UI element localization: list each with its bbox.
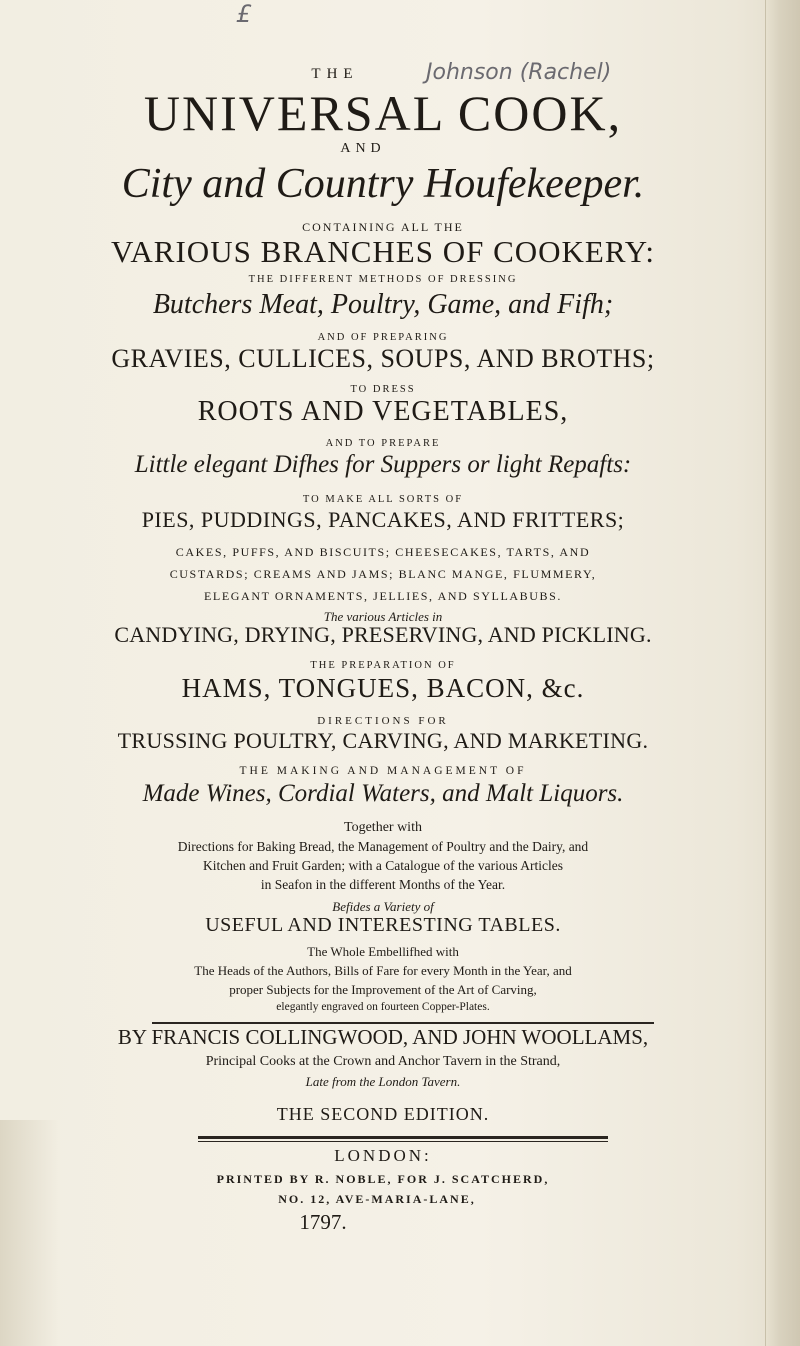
and-to-prepare: AND TO PREPARE xyxy=(325,438,441,449)
pies-puddings: PIES, PUDDINGS, PANCAKES, AND FRITTERS; xyxy=(141,507,625,532)
printed-by: PRINTED BY R. NOBLE, FOR J. SCATCHERD, xyxy=(216,1172,550,1186)
handwritten-mark: £ xyxy=(236,0,252,28)
imprint-rule-thin xyxy=(198,1141,608,1142)
different-methods: THE DIFFERENT METHODS OF DRESSING xyxy=(248,274,518,285)
directions-line-1: Directions for Baking Bread, the Management of Poultry and the Dairy, and xyxy=(177,839,589,854)
befides-variety: Befides a Variety of xyxy=(332,899,434,914)
principal-cooks: Principal Cooks at the Crown and Anchor Tavern in the Strand, xyxy=(205,1054,561,1069)
containing-all-the: CONTAINING ALL THE xyxy=(302,220,464,234)
divider-rule xyxy=(152,1022,654,1024)
little-elegant-dishes: Little elegant Difhes for Suppers or light Repafts: xyxy=(134,451,632,478)
title-the: THE xyxy=(311,66,359,82)
butchers-meat: Butchers Meat, Poultry, Game, and Fifh; xyxy=(152,289,614,320)
cakes-line-1: CAKES, PUFFS, AND BISCUITS; CHEESECAKES, TARTS, AND xyxy=(175,545,591,559)
roots-and-vegetables: ROOTS AND VEGETABLES, xyxy=(197,396,569,427)
hams-tongues-bacon: HAMS, TONGUES, BACON, &c. xyxy=(181,673,585,703)
edition: THE SECOND EDITION. xyxy=(276,1104,490,1124)
book-title: UNIVERSAL COOK, xyxy=(143,85,623,141)
directions-for: DIRECTIONS FOR xyxy=(317,715,449,727)
directions-line-3: in Seafon in the different Months of the Year. xyxy=(260,877,506,892)
various-branches: VARIOUS BRANCHES OF COOKERY: xyxy=(111,234,655,269)
directions-line-2: Kitchen and Fruit Garden; with a Catalogue of the various Articles xyxy=(203,858,563,873)
embellished-line-4: elegantly engraved on fourteen Copper-Plates. xyxy=(276,1001,490,1013)
imprint-address: NO. 12, AVE-MARIA-LANE, xyxy=(278,1192,476,1206)
useful-tables: USEFUL AND INTERESTING TABLES. xyxy=(205,914,561,936)
candying-line: CANDYING, DRYING, PRESERVING, AND PICKLING. xyxy=(114,622,652,647)
cakes-line-3: ELEGANT ORNAMENTS, JELLIES, AND SYLLABUBS. xyxy=(204,589,562,603)
owner-signature: Johnson (Rachel) xyxy=(426,60,612,85)
authors-by-line: BY FRANCIS COLLINGWOOD, AND JOHN WOOLLAMS, xyxy=(117,1025,649,1049)
various-articles: The various Articles in xyxy=(323,609,443,624)
imprint-city: LONDON: xyxy=(334,1146,432,1165)
page-edge xyxy=(765,0,800,1346)
title-and: AND xyxy=(340,141,386,156)
late-from-london-tavern: Late from the London Tavern. xyxy=(305,1074,461,1089)
imprint-rule xyxy=(198,1136,608,1139)
preparation-of: THE PREPARATION OF xyxy=(310,660,456,671)
imprint-year: 1797. xyxy=(299,1210,347,1234)
embellished-line-2: The Heads of the Authors, Bills of Fare for every Month in the Year, and xyxy=(194,963,572,978)
gravies-line: GRAVIES, CULLICES, SOUPS, AND BROTHS; xyxy=(111,344,655,373)
trussing-line: TRUSSING POULTRY, CARVING, AND MARKETING. xyxy=(117,728,649,753)
to-dress: TO DRESS xyxy=(350,384,416,395)
made-wines: Made Wines, Cordial Waters, and Malt Liquors. xyxy=(142,780,624,807)
embellished-line-1: The Whole Embellifhed with xyxy=(307,944,459,959)
book-subtitle: City and Country Houfekeeper. xyxy=(121,161,645,207)
embellished-line-3: proper Subjects for the Improvement of the Art of Carving, xyxy=(229,982,537,997)
together-with: Together with xyxy=(344,820,422,835)
making-management: THE MAKING AND MANAGEMENT OF xyxy=(239,765,527,777)
and-of-preparing: AND OF PREPARING xyxy=(317,332,449,343)
to-make-all-sorts: TO MAKE ALL SORTS OF xyxy=(302,494,464,505)
cakes-line-2: CUSTARDS; CREAMS AND JAMS; BLANC MANGE, FLUMMERY, xyxy=(169,567,597,581)
